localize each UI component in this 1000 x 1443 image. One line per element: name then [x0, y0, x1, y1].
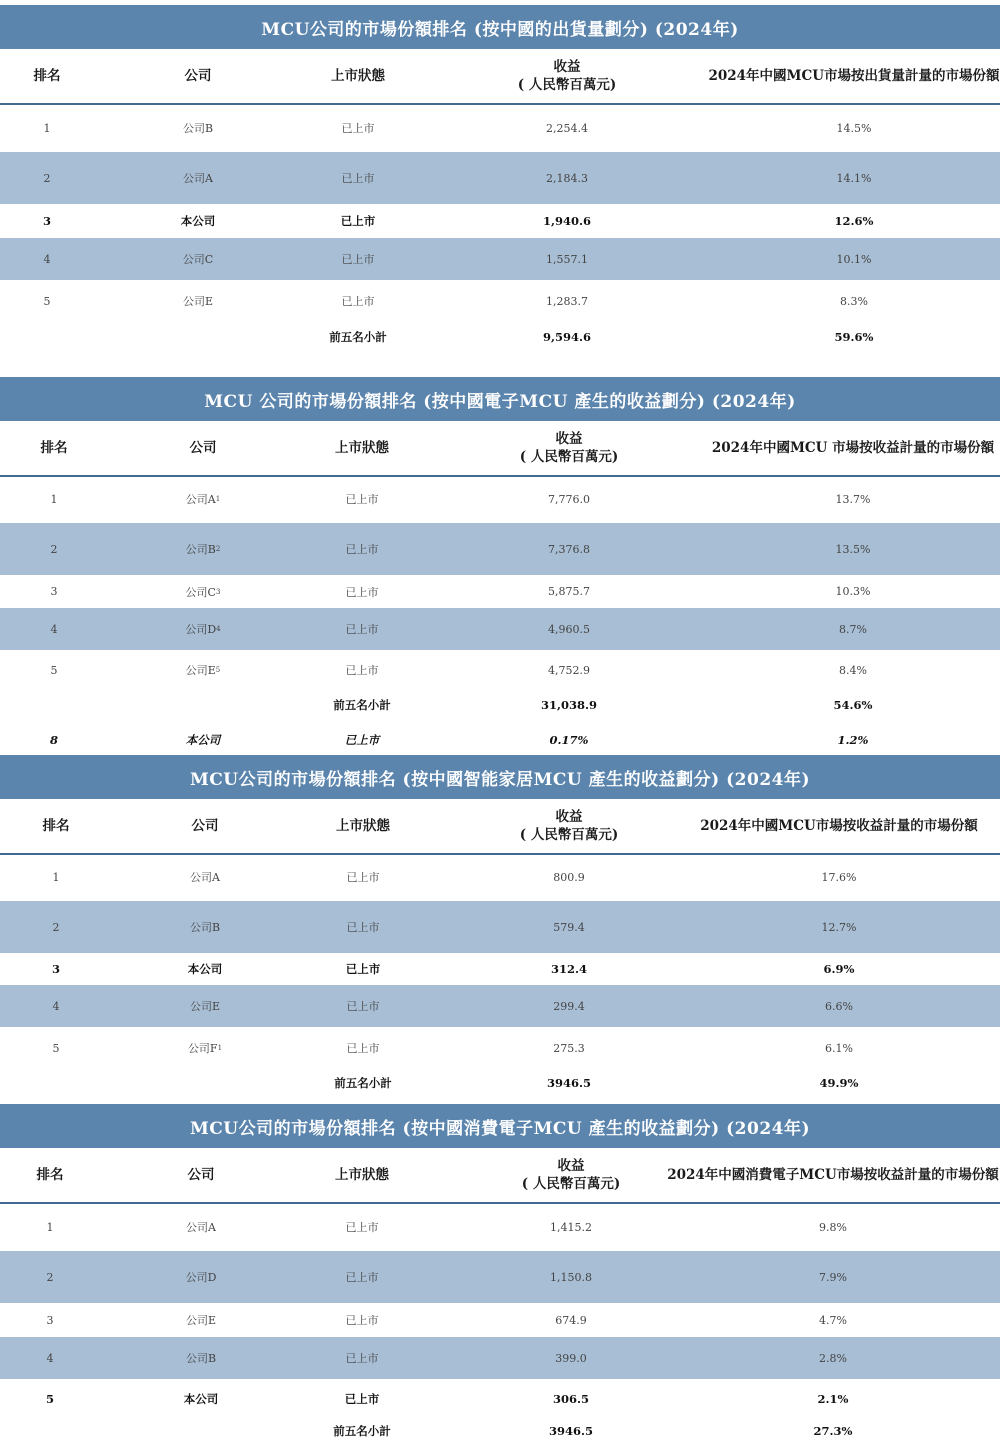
cell-share: 12.6% [834, 214, 874, 228]
header-company: 公司 [187, 1167, 215, 1183]
cell-status: 已上市 [345, 585, 379, 599]
cell-status: 已上市 [345, 962, 381, 976]
header-revenue-line1: 收益 [555, 431, 583, 447]
cell-revenue: 4,752.9 [548, 663, 590, 677]
table-row [0, 1027, 1000, 1069]
cell-status: 已上市 [346, 1042, 380, 1055]
subtotal-row [0, 322, 1000, 352]
cell-status: 已上市 [346, 1000, 380, 1013]
table-row [0, 608, 1000, 650]
cell-rank: 4 [52, 999, 60, 1013]
cell-share: 27.3% [813, 1424, 853, 1438]
cell-revenue: 299.4 [553, 999, 585, 1013]
cell-company: 公司E 5 [185, 664, 221, 677]
cell-company: 公司B [189, 921, 221, 934]
cell-rank: 3 [51, 962, 60, 976]
cell-revenue: 1,150.8 [550, 1270, 592, 1284]
cell-company: 公司F 1 [187, 1042, 223, 1055]
cell-company [121, 1419, 281, 1443]
cell-status: 前五名小計 [333, 698, 391, 712]
cell-company: 公司B [185, 1352, 217, 1365]
cell-status: 前五名小計 [333, 1424, 391, 1438]
cell-revenue: 399.0 [555, 1351, 587, 1365]
cell-company [118, 322, 278, 352]
cell-share: 10.1% [836, 252, 872, 266]
cell-revenue: 3946.5 [548, 1424, 593, 1438]
cell-share: 6.6% [825, 999, 853, 1013]
footnote-marker: 2 [215, 545, 221, 553]
header-revenue-line1: 收益 [555, 809, 583, 825]
cell-rank: 5 [43, 294, 51, 308]
table-row [0, 280, 1000, 322]
cell-revenue: 1,415.2 [550, 1220, 592, 1234]
table-row [0, 1203, 1000, 1251]
cell-share: 9.8% [819, 1220, 847, 1234]
table-title: MCU公司的市場份額排名 (按中國智能家居MCU 產生的收益劃分) (2024年) [0, 755, 1000, 799]
table-row [0, 901, 1000, 953]
cell-status: 已上市 [345, 664, 379, 677]
cell-company: 公司A [186, 1221, 216, 1234]
cell-status: 已上市 [345, 1221, 379, 1234]
table-header [0, 49, 1000, 105]
cell-company: 本公司 [185, 733, 221, 747]
cell-rank: 2 [46, 1270, 54, 1284]
cell-rank: 4 [46, 1351, 54, 1365]
cell-rank: 3 [42, 214, 51, 228]
cell-company: 公司B 2 [185, 543, 221, 556]
cell-revenue: 5,875.7 [548, 585, 590, 598]
cell-company: 公司A 1 [185, 493, 221, 506]
table-row [0, 523, 1000, 575]
cell-status: 已上市 [346, 871, 380, 884]
footnote-marker: 4 [216, 625, 221, 633]
cell-company: 公司E [189, 1000, 221, 1013]
cell-status: 前五名小計 [329, 330, 387, 344]
table-row [0, 650, 1000, 690]
cell-status: 已上市 [341, 122, 375, 135]
cell-share: 6.1% [825, 1041, 853, 1055]
table-row [0, 985, 1000, 1027]
table-row [0, 1337, 1000, 1379]
header-revenue-unit: ( 人民幣百萬元) [519, 827, 619, 843]
footnote-marker: 1 [217, 1044, 223, 1052]
header-status: 上市狀態 [336, 818, 390, 834]
cell-revenue: 275.3 [553, 1041, 585, 1055]
table-title: MCU 公司的市場份額排名 (按中國電子MCU 產生的收益劃分) (2024年) [0, 377, 1000, 421]
cell-rank: 2 [43, 171, 51, 185]
header-revenue-line1: 收益 [557, 1158, 585, 1174]
cell-share: 54.6% [833, 698, 873, 712]
cell-share: 8.7% [839, 622, 867, 636]
cell-rank: 2 [50, 542, 58, 556]
header-rank: 排名 [40, 440, 68, 456]
table-row [0, 238, 1000, 280]
cell-rank: 1 [50, 492, 58, 506]
cell-company: 本公司 [187, 962, 223, 976]
cell-revenue: 1,557.1 [546, 252, 588, 266]
cell-revenue: 312.4 [550, 962, 587, 976]
cell-status: 已上市 [345, 623, 379, 636]
cell-share: 6.9% [823, 962, 855, 976]
cell-company: 公司A [190, 871, 220, 884]
cell-company: 公司A [183, 172, 213, 185]
cell-share: 2.8% [819, 1351, 847, 1365]
cell-rank: 3 [50, 585, 58, 598]
cell-rank: 1 [46, 1220, 54, 1234]
table-row [0, 1303, 1000, 1337]
header-revenue-line1: 收益 [553, 59, 581, 75]
cell-share: 10.3% [835, 585, 871, 598]
header-status: 上市狀態 [335, 440, 389, 456]
table-row [0, 575, 1000, 608]
cell-rank: 3 [46, 1313, 54, 1327]
header-revenue-unit: ( 人民幣百萬元) [519, 449, 619, 465]
header-rank: 排名 [36, 1167, 64, 1183]
cell-share: 14.1% [836, 171, 872, 185]
cell-revenue: 31,038.9 [540, 698, 598, 712]
cell-status: 已上市 [340, 214, 376, 228]
header-share: 2024年中國MCU市場按收益計量的市場份額 [700, 818, 978, 834]
cell-revenue: 1,940.6 [542, 214, 592, 228]
cell-rank: 2 [52, 920, 60, 934]
table-row [0, 204, 1000, 238]
header-revenue-unit: ( 人民幣百萬元) [521, 1176, 621, 1192]
footnote-marker: 5 [215, 666, 221, 674]
cell-status: 已上市 [341, 172, 375, 185]
cell-status: 已上市 [344, 733, 380, 747]
cell-share: 8.3% [840, 294, 868, 308]
table-row [0, 724, 1000, 756]
cell-share: 12.7% [821, 920, 857, 934]
cell-company: 公司E [182, 295, 214, 308]
cell-revenue: 0.17% [549, 733, 589, 747]
cell-company: 本公司 [180, 214, 216, 228]
cell-company: 公司B [182, 122, 214, 135]
table-row [0, 104, 1000, 152]
footnote-marker: 1 [215, 495, 221, 503]
cell-share: 2.1% [817, 1392, 849, 1406]
cell-revenue: 9,594.6 [542, 330, 592, 344]
header-share: 2024年中國MCU 市場按收益計量的市場份額 [711, 440, 995, 456]
cell-company: 公司C [182, 253, 214, 266]
cell-revenue: 3946.5 [546, 1076, 591, 1090]
table-row [0, 853, 1000, 901]
cell-share: 14.5% [836, 121, 872, 135]
cell-rank: 8 [49, 733, 58, 747]
table-title: MCU公司的市場份額排名 (按中國的出貨量劃分) (2024年) [0, 5, 1000, 49]
header-rank: 排名 [33, 68, 61, 84]
cell-company: 公司D 4 [185, 623, 221, 636]
cell-rank [0, 690, 134, 720]
header-company: 公司 [189, 440, 217, 456]
cell-rank [0, 322, 127, 352]
cell-status: 已上市 [344, 1392, 380, 1406]
cell-status: 前五名小計 [334, 1076, 392, 1090]
cell-share: 13.7% [835, 492, 871, 506]
cell-rank: 5 [50, 663, 58, 677]
cell-rank: 4 [50, 622, 58, 636]
cell-company: 公司C 3 [185, 585, 221, 599]
cell-rank: 5 [52, 1041, 60, 1055]
cell-revenue: 800.9 [553, 870, 585, 884]
cell-company [125, 1069, 285, 1097]
header-status: 上市狀態 [331, 68, 385, 84]
subtotal-row [0, 1419, 1000, 1443]
cell-status: 已上市 [345, 1352, 379, 1365]
cell-status: 已上市 [345, 1271, 379, 1284]
cell-rank: 1 [52, 870, 60, 884]
cell-share: 49.9% [819, 1076, 859, 1090]
cell-revenue: 7,376.8 [548, 542, 590, 556]
cell-company: 公司E [185, 1314, 217, 1327]
cell-revenue: 2,254.4 [546, 121, 588, 135]
header-revenue [487, 49, 647, 103]
cell-revenue: 674.9 [555, 1313, 587, 1327]
cell-share: 13.5% [835, 542, 871, 556]
cell-share: 1.2% [837, 733, 869, 747]
cell-share: 59.6% [834, 330, 874, 344]
cell-rank: 4 [43, 252, 51, 266]
cell-status: 已上市 [341, 295, 375, 308]
subtotal-row [0, 690, 1000, 720]
cell-rank: 1 [43, 121, 51, 135]
cell-revenue: 7,776.0 [548, 492, 590, 506]
table-row [0, 152, 1000, 204]
footnote-marker: 3 [215, 587, 221, 596]
cell-status: 已上市 [346, 921, 380, 934]
cell-share: 7.9% [819, 1270, 847, 1284]
header-revenue [489, 799, 649, 853]
cell-status: 已上市 [341, 253, 375, 266]
table-header [0, 1148, 1000, 1204]
header-company: 公司 [184, 68, 212, 84]
table-row [0, 953, 1000, 985]
table-row [0, 475, 1000, 523]
cell-status: 已上市 [345, 1314, 379, 1327]
header-revenue [489, 421, 649, 475]
cell-status: 已上市 [345, 543, 379, 556]
cell-rank: 5 [45, 1392, 54, 1406]
header-share: 2024年中國消費電子MCU市場按收益計量的市場份額 [667, 1167, 999, 1183]
cell-revenue: 2,184.3 [546, 171, 588, 185]
cell-share: 17.6% [821, 870, 857, 884]
table-header [0, 799, 1000, 855]
cell-rank [0, 1069, 136, 1097]
table-row [0, 1251, 1000, 1303]
header-share: 2024年中國MCU市場按出貨量計量的市場份額 [708, 68, 1000, 84]
cell-rank [0, 1419, 130, 1443]
header-company: 公司 [191, 818, 219, 834]
cell-revenue: 4,960.5 [548, 622, 590, 636]
table-row [0, 1379, 1000, 1419]
cell-company [123, 690, 283, 720]
header-rank: 排名 [42, 818, 70, 834]
header-revenue-unit: ( 人民幣百萬元) [517, 77, 617, 93]
subtotal-row [0, 1069, 1000, 1097]
cell-status: 已上市 [345, 493, 379, 506]
cell-revenue: 1,283.7 [546, 294, 588, 308]
cell-revenue: 579.4 [553, 920, 585, 934]
header-status: 上市狀態 [335, 1167, 389, 1183]
header-revenue [491, 1148, 651, 1202]
cell-share: 4.7% [819, 1313, 847, 1327]
cell-share: 8.4% [839, 663, 867, 677]
table-title: MCU公司的市場份額排名 (按中國消費電子MCU 產生的收益劃分) (2024年) [0, 1104, 1000, 1148]
table-header [0, 421, 1000, 477]
cell-company: 公司D [185, 1271, 217, 1284]
cell-company: 本公司 [183, 1392, 219, 1406]
cell-revenue: 306.5 [552, 1392, 589, 1406]
